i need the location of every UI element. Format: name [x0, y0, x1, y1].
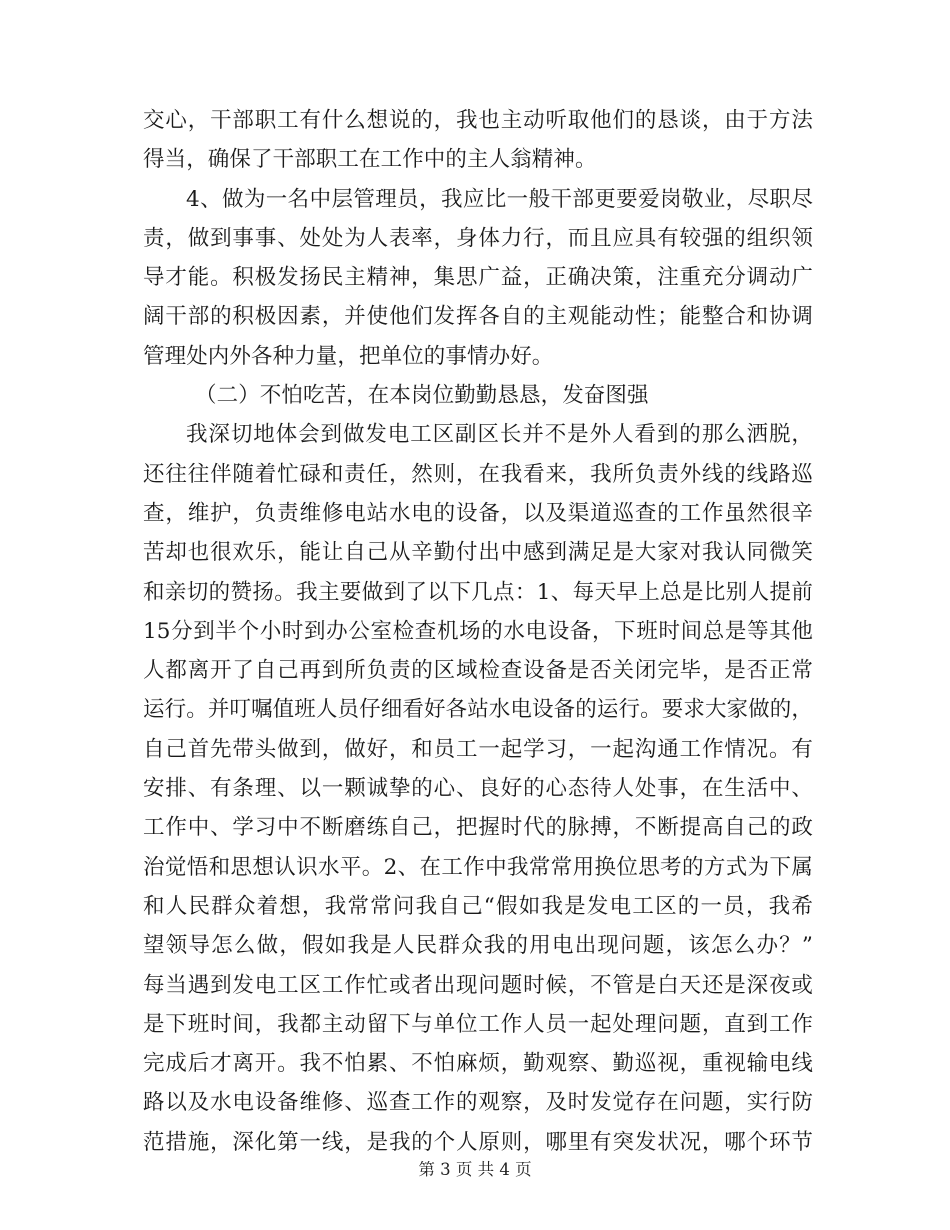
text-line: 完成后才离开。我不怕累、不怕麻烦，勤观察、勤巡视，重视输电线	[143, 1051, 813, 1077]
text-line: 我深切地体会到做发电工区副区长并不是外人看到的那么洒脱，	[186, 422, 813, 448]
text-line: 路以及水电设备维修、巡查工作的观察，及时发觉存在问题，实行防	[143, 1090, 813, 1116]
text-line: 治觉悟和思想认识水平。2、在工作中我常常用换位思考的方式为下属	[143, 854, 813, 880]
text-line: 运行。并叮嘱值班人员仔细看好各站水电设备的运行。要求大家做的，	[143, 697, 813, 723]
text-line: 15分到半个小时到办公室检查机场的水电设备，下班时间总是等其他	[143, 618, 813, 644]
text-line: 查，维护，负责维修电站水电的设备，以及渠道巡查的工作虽然很辛	[143, 500, 813, 526]
text-line: 安排、有条理、以一颗诚挚的心、良好的心态待人处事，在生活中、	[143, 776, 813, 802]
text-line: 得当，确保了干部职工在工作中的主人翁精神。	[143, 147, 597, 173]
text-line: 和人民群众着想，我常常问我自己“假如我是发电工区的一员，我希	[143, 893, 813, 919]
text-line: 导才能。积极发扬民主精神，集思广益，正确决策，注重充分调动广	[143, 265, 813, 291]
text-line: 工作中、学习中不断磨练自己，把握时代的脉搏，不断提高自己的政	[143, 815, 813, 841]
page-number: 第 3 页 共 4 页	[418, 1160, 532, 1179]
text-line: 和亲切的赞扬。我主要做到了以下几点：1、每天早上总是比别人提前	[143, 579, 813, 605]
text-line: 望领导怎么做，假如我是人民群众我的用电出现问题，该怎么办？”	[143, 933, 813, 959]
text-line: 是下班时间，我都主动留下与单位工作人员一起处理问题，直到工作	[143, 1011, 813, 1037]
text-line: 管理处内外各种力量，把单位的事情办好。	[143, 343, 554, 369]
text-line: 阔干部的积极因素，并使他们发挥各自的主观能动性；能整合和协调	[143, 304, 813, 330]
text-line: 每当遇到发电工区工作忙或者出现问题时候，不管是白天还是深夜或	[143, 972, 813, 998]
body-text	[143, 101, 813, 1162]
section-heading: （二）不怕吃苦，在本岗位勤勤恳恳，发奋图强	[195, 383, 649, 409]
text-line: 苦却也很欢乐，能让自己从辛勤付出中感到满足是大家对我认同微笑	[143, 540, 813, 566]
text-line: 自己首先带头做到，做好，和员工一起学习，一起沟通工作情况。有	[143, 736, 813, 762]
text-line: 范措施，深化第一线，是我的个人原则，哪里有突发状况，哪个环节	[143, 1129, 813, 1155]
text-line: 交心，干部职工有什么想说的，我也主动听取他们的恳谈，由于方法	[143, 108, 813, 133]
text-line: 责，做到事事、处处为人表率，身体力行，而且应具有较强的组织领	[143, 225, 813, 251]
text-line: 4、做为一名中层管理员，我应比一般干部更要爱岗敬业，尽职尽	[186, 186, 813, 212]
text-line: 还往往伴随着忙碌和责任，然则，在我看来，我所负责外线的线路巡	[143, 461, 813, 487]
text-line: 人都离开了自己再到所负责的区域检查设备是否关闭完毕，是否正常	[143, 658, 813, 684]
